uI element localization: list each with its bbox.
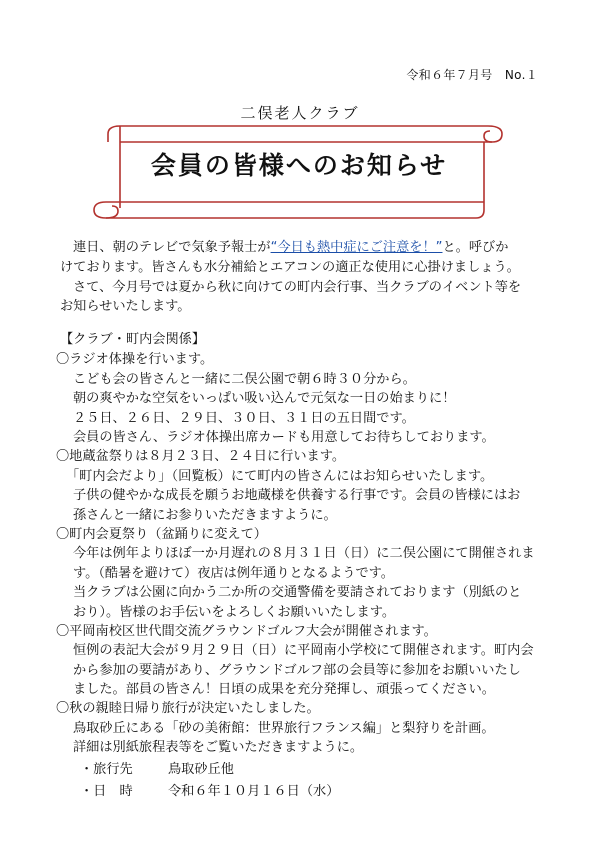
- club-name: 二俣老人クラブ: [240, 104, 360, 122]
- item-jizo-bon-heading: 〇地蔵盆祭りは８月２３日、２４日に行います。: [56, 449, 346, 464]
- item-line: 子供の健やかな成長を願うお地蔵様を供養する行事です。会員の皆様にはお: [73, 488, 521, 503]
- intro-line-2: けております。皆さんも水分補給とエアコンの適正な使用に心掛けましょう。: [60, 260, 520, 275]
- item-summer-festival-heading: 〇町内会夏祭り（盆踊りに変えて）: [56, 527, 267, 542]
- item-line: 朝の爽やかな空気をいっぱい吸い込んで元気な一日の始まりに！: [73, 391, 456, 406]
- notice-title: 会員の皆様へのお知らせ: [150, 151, 448, 180]
- trip-destination-label: ・旅行先: [80, 762, 133, 777]
- item-line: おり）。皆様のお手伝いをよろしくお願いいたします。: [73, 605, 396, 620]
- item-line: す。（酷暑を避けて）夜店は例年通りとなるようです。: [73, 566, 394, 581]
- item-line: 当クラブは公園に向かう二か所の交通警備を要請されております（別紙のと: [73, 585, 522, 600]
- item-line: こども会の皆さんと一緒に二俣公園で朝６時３０分から。: [73, 372, 416, 387]
- trip-destination-value: 鳥取砂丘他: [168, 762, 234, 777]
- intro-line-1-after: と。呼びか: [442, 240, 509, 255]
- item-line: 今年は例年よりほぼ一か月遅れの８月３１日（日）に二俣公園にて開催されま: [73, 546, 535, 561]
- trip-date-value: 令和６年１０月１６日（水）: [168, 784, 340, 799]
- item-line: ２５日、２６日、２９日、３０日、３１日の五日間です。: [73, 411, 415, 426]
- item-line: 孫さんと一緒にお参りいただきますように。: [73, 508, 337, 523]
- item-line: 会員の皆さん、ラジオ体操出席カードも用意してお待ちしております。: [73, 430, 495, 445]
- intro-line-1-before: 連日、朝のテレビで気象予報士が: [73, 240, 271, 255]
- issue-number: 令和６年７月号 No.１: [406, 68, 538, 82]
- intro-line-4: お知らせいたします。: [60, 299, 191, 314]
- section-heading: 【クラブ・町内会関係】: [60, 332, 206, 347]
- item-autumn-trip-heading: 〇秋の親睦日帰り旅行が決定いたしました。: [56, 701, 320, 716]
- item-line: 「町内会だより」（回覧板）にて町内の皆さんにはお知らせいたします。: [66, 469, 494, 484]
- item-line: 詳細は別紙旅程表等をご覧いただきますように。: [73, 740, 364, 755]
- item-line: から参加の要請があり、グラウンドゴルフ部の会員等に参加をお願いいたし: [73, 663, 521, 678]
- intro-line-1: [73, 240, 508, 256]
- heatstroke-quote: “今日も熱中症にご注意を！”: [270, 240, 443, 255]
- item-ground-golf-heading: 〇平岡南校区世代間交流グラウンドゴルフ大会が開催されます。: [56, 624, 437, 639]
- item-line: 恒例の表記大会が９月２９日（日）に平岡南小学校にて開催されます。町内会: [73, 643, 534, 658]
- item-radio-exercise-heading: 〇ラジオ体操を行います。: [56, 352, 214, 367]
- item-line: 鳥取砂丘にある「砂の美術館：世界旅行フランス編」と梨狩りを計画。: [73, 721, 495, 736]
- item-line: ました。部員の皆さん！日頃の成果を充分発揮し、頑張ってください。: [73, 682, 495, 697]
- trip-date-label: ・日 時: [80, 784, 133, 799]
- intro-line-3: さて、今月号では夏から秋に向けての町内会行事、当クラブのイベント等を: [73, 280, 522, 295]
